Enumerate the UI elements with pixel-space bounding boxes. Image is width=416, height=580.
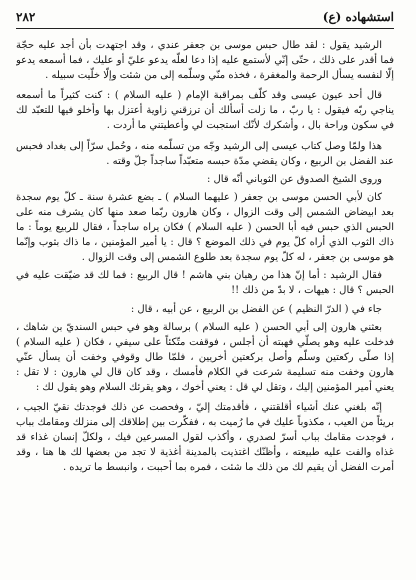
- page-body: [16, 38, 394, 574]
- header-rule: [16, 28, 394, 29]
- paragraph: فقال الرشيد : أما إنّ هذا من رهبان بني هاشم ! قال الربيع : فما لك قد ضيّقت عليه في الحبس ؟ قال : هيهات ، لا بدّ من ذلك !!: [16, 270, 394, 297]
- paragraph: كان لأبي الحسن موسى بن جعفر ( عليهما السلام ) ـ بضع عشرة سنة ـ كلّ يوم سجدة بعد ابيضاض الشمس إلى وقت الزوال ، وكان هارون ربّما صعد منها كان يشرف منه على الحبس الذي حبس فيه أبا الحسن ( عليه السلام ) فكان يراه ساجداً ، فقال للربيع يوماً : ما ذاك الثوب الذي أراه كلّ يوم في ذلك الموضع ؟ قال : يا أمير المؤمنين ، ما ذاك بثوب وإنّما هو موسى بن جعفر ، له كلّ يوم سجدة بعد طلوع الشمس إلى وقت الزوال .: [16, 191, 394, 264]
- page-header: [16, 8, 394, 26]
- paragraph: وروى الشيخ الصدوق عن الثوباني أنّه قال :: [206, 173, 382, 185]
- paragraph: الرشيد يقول : لقد طال حبس موسى بن جعفر عندي ، وقد اجتهدت بأن أجد عليه حجّة فما أقدر على ذلك ، حتّى إنّي لأستمع عليه إذا دعا لعلّه يدعو عليّ أو عليك ، فما أسمعه يدعو إلّا لنفسه يسأل الرحمة والمغفرة ، فخذه منّي وسلّمه إلى من شئت وإلّا خلّيت سبيله .: [16, 40, 394, 82]
- paragraph: بعثني هارون إلى أبي الحسن ( عليه السلام ) برسالة وهو في حبس السنديّ بن شاهك ، فدخلت عليه وهو يصلّي فهبته أن أجلس ، فوقفت متّكئاً على سيفي ، فكان ( عليه السلام ) إذا صلّى ركعتين وسلّم وأصل بركعتين أخريين ، فلمّا طال وقوفي وخفت أن يسأل عنّي هارون وخفت منه تسليمة شرعت في الكلام فأمسك ، وقد كان قال لي هارون : لا تقل : يعني أمير المؤمنين إليك ، وتقل لي قل : يعني أخوك ، وهو يقرئك السلام وهو يقول لك :: [16, 321, 394, 393]
- paragraph: جاء في ( الدرّ النظيم ) عن الفضل بن الربيع ، عن أبيه ، قال :: [130, 303, 382, 315]
- paragraph: هذا ولمّا وصل كتاب عيسى إلى الرشيد وجّه من تسلّمه منه ، وحُمل سرّاً إلى بغداد فحبس عند الفضل بن الربيع ، وكان يقضي مدّة حبسه متعبّداً ساجداً جلّ وقته .: [16, 140, 394, 167]
- page-number: ٢٨٢: [16, 10, 36, 24]
- paragraph: إنّه بلغني عنك أشياء أقلقتني ، فأقدمتك إليّ ، وفحصت عن ذلك فوجدتك نقيّ الجيب ، بريئاً من العيب ، مكذوباً عليك في ما رُميت به ، ففكّرت بين إطلاقك إلى منزلك ومقامك بباب ، فوجدت مقامك بباب أسرّ لصدري ، وأكذب لقول المسرعين فيك ، ولكلّ إنسان غذاء قد غذاه والفت عليه طبيعته ، وأظنّك اغتذيت بالمدينة أغذية لا تجد من بعضها لك ها هنا ، وقد أمرت الفضل أن يقيم لك من ذلك ما شئت ، فمره بما أحببت ، وانبسط ما تريده .: [16, 402, 394, 474]
- running-title: استشهاده (ع): [322, 10, 394, 24]
- paragraph: قال أحد عيون عيسى وقد كلّف بمراقبة الإمام ( عليه السلام ) : كنت كثيراً ما أسمعه يناجي ربّه فيقول : يا ربّ ، ما زلت أسألك أن ترزقني زاوية أعتزل بها وأخلو فيها للتعبّد لك في سكون وراحة بال ، وأشكرك لأنّك استجبت لي وأعطيتني ما أردت .: [16, 90, 394, 132]
